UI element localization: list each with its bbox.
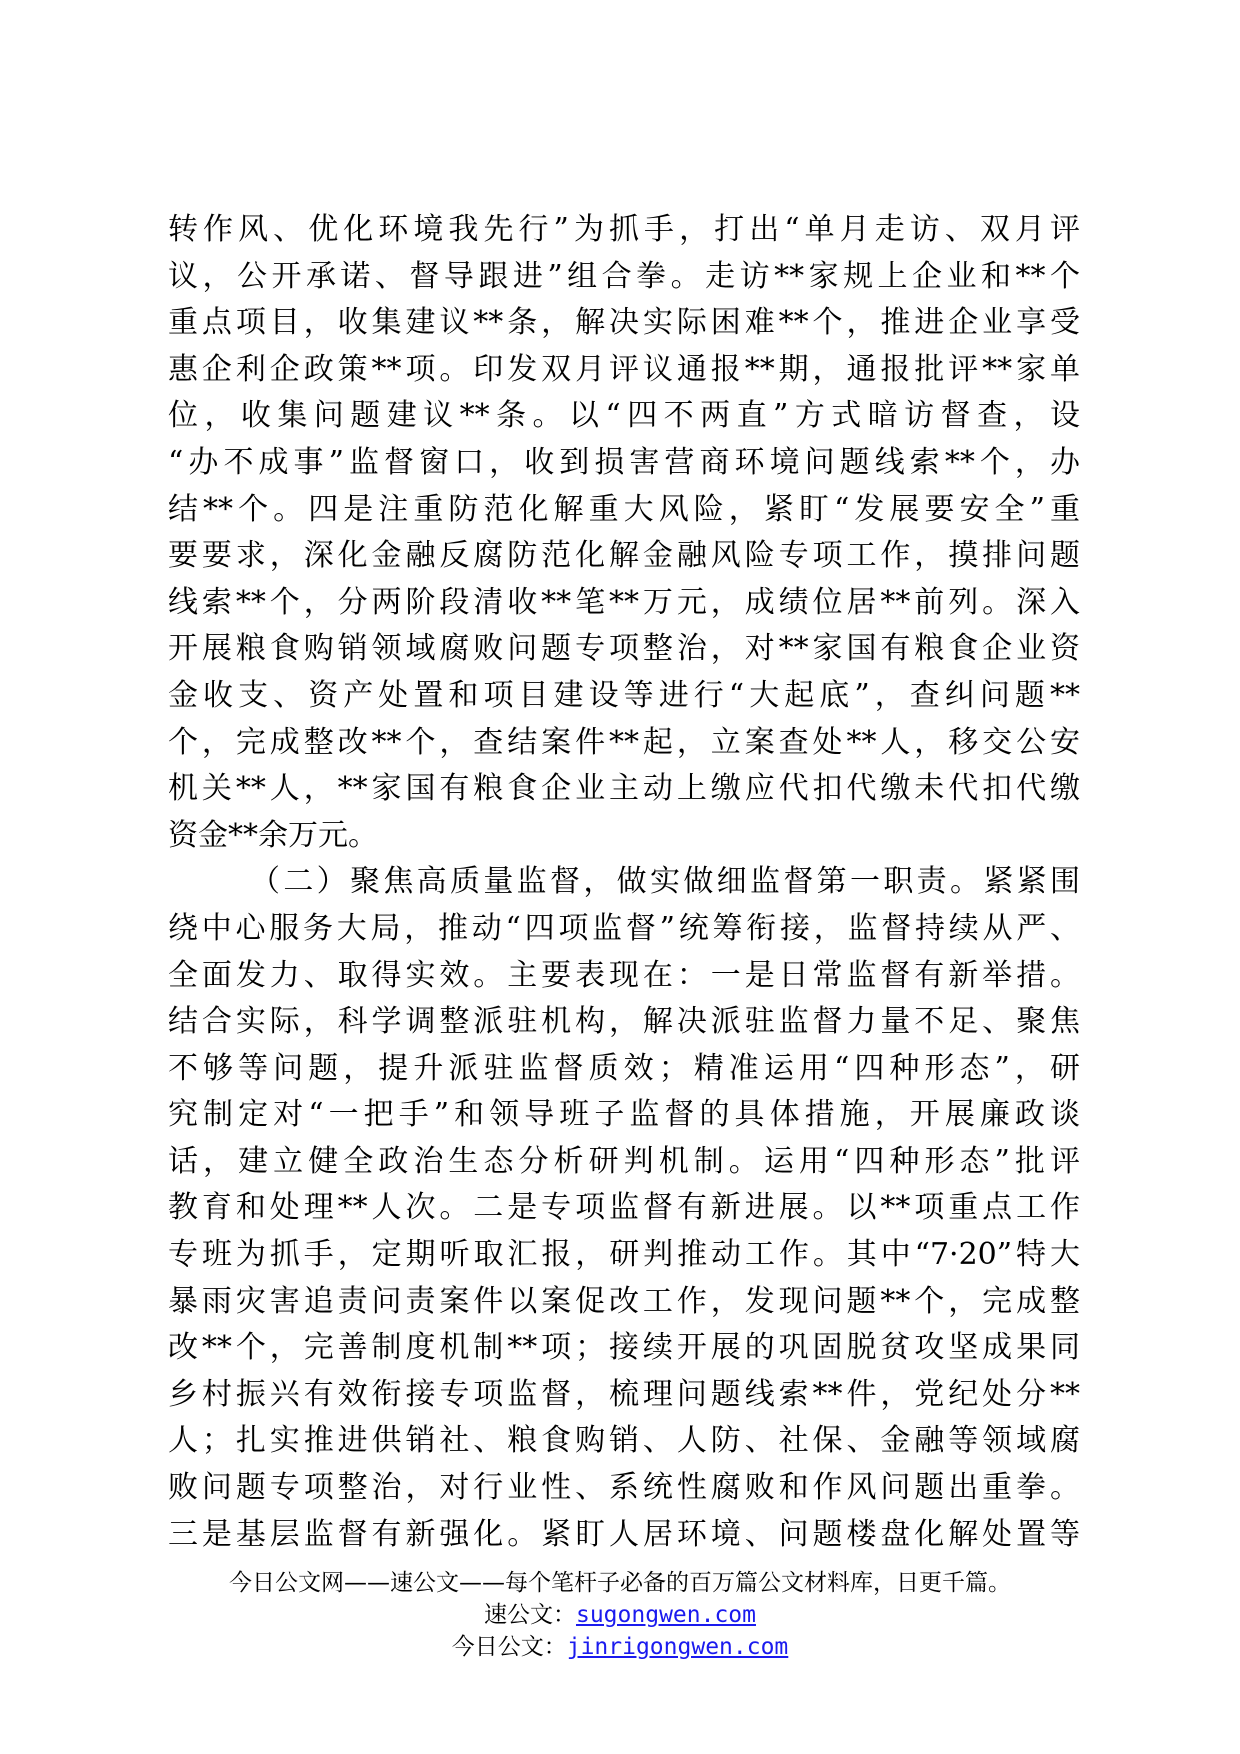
section-heading-line: （二）聚焦高质量监督，做实做细监督第一职责。紧紧围 [250, 864, 1080, 900]
body-line: 教育和处理**人次。二是专项监督有新进展。以**项重点工作 [168, 1190, 1080, 1226]
body-line: 结合实际，科学调整派驻机构，解决派驻监督力量不足、聚焦 [168, 1004, 1080, 1040]
body-line: 资金**余万元。 [168, 817, 378, 853]
body-line: 全面发力、取得实效。主要表现在：一是日常监督有新举措。 [168, 957, 1080, 993]
body-line: 究制定对“一把手”和领导班子监督的具体措施，开展廉政谈 [168, 1097, 1080, 1133]
body-line: 转作风、优化环境我先行”为抓手，打出“单月走访、双月评 [168, 212, 1080, 247]
body-line: 话，建立健全政治生态分析研判机制。运用“四种形态”批评 [168, 1143, 1080, 1179]
body-line: 绕中心服务大局，推动“四项监督”统筹衔接，监督持续从严、 [168, 910, 1080, 946]
body-line: 线索**个，分两阶段清收**笔**万元，成绩位居**前列。深入 [168, 584, 1080, 620]
footer-link-line-sugongwen [0, 1600, 1240, 1630]
body-line: 败问题专项整治，对行业性、系统性腐败和作风问题出重拳。 [168, 1470, 1080, 1506]
body-line: 要要求，深化金融反腐防范化解金融风险专项工作，摸排问题 [168, 538, 1080, 574]
body-line: 惠企利企政策**项。印发双月评议通报**期，通报批评**家单 [168, 351, 1080, 387]
footer-link-label: 速公文： [483, 1602, 576, 1628]
body-line: 机关**人，**家国有粮食企业主动上缴应代扣代缴未代扣代缴 [168, 771, 1080, 807]
body-line: 金收支、资产处置和项目建设等进行“大起底”，查纠问题** [168, 677, 1080, 713]
body-line: 乡村振兴有效衔接专项监督，梳理问题线索**件，党纪处分** [168, 1376, 1080, 1412]
jinrigongwen-link[interactable]: jinrigongwen.com [566, 1634, 789, 1660]
body-line: 不够等问题，提升派驻监督质效；精准运用“四种形态”，研 [168, 1050, 1080, 1086]
footer-tagline: 今日公文网——速公文——每个笔杆子必备的百万篇公文材料库，日更千篇。 [229, 1570, 1011, 1596]
body-line: 专班为抓手，定期听取汇报，研判推动工作。其中“7·20”特大 [168, 1237, 1080, 1273]
body-line: 结**个。四是注重防范化解重大风险，紧盯“发展要安全”重 [168, 491, 1080, 527]
body-line: 三是基层监督有新强化。紧盯人居环境、问题楼盘化解处置等 [168, 1516, 1080, 1552]
footer-link-line-jinrigongwen [0, 1632, 1240, 1662]
document-body [168, 207, 1080, 1558]
body-line: 议，公开承诺、督导跟进”组合拳。走访**家规上企业和**个 [168, 258, 1080, 294]
body-line: “办不成事”监督窗口，收到损害营商环境问题线索**个，办 [168, 444, 1080, 480]
body-line: 人；扎实推进供销社、粮食购销、人防、社保、金融等领域腐 [168, 1423, 1080, 1459]
body-line: 个，完成整改**个，查结案件**起，立案查处**人，移交公安 [168, 724, 1080, 760]
body-line: 暴雨灾害追责问责案件以案促改工作，发现问题**个，完成整 [168, 1283, 1080, 1319]
body-line: 改**个，完善制度机制**项；接续开展的巩固脱贫攻坚成果同 [168, 1330, 1080, 1366]
footer-link-label: 今日公文： [451, 1634, 567, 1660]
body-line: 开展粮食购销领域腐败问题专项整治，对**家国有粮食企业资 [168, 631, 1080, 667]
body-line: 位，收集问题建议**条。以“四不两直”方式暗访督查，设 [168, 398, 1080, 434]
sugongwen-link[interactable]: sugongwen.com [575, 1602, 756, 1628]
body-line: 重点项目，收集建议**条，解决实际困难**个，推进企业享受 [168, 305, 1080, 341]
